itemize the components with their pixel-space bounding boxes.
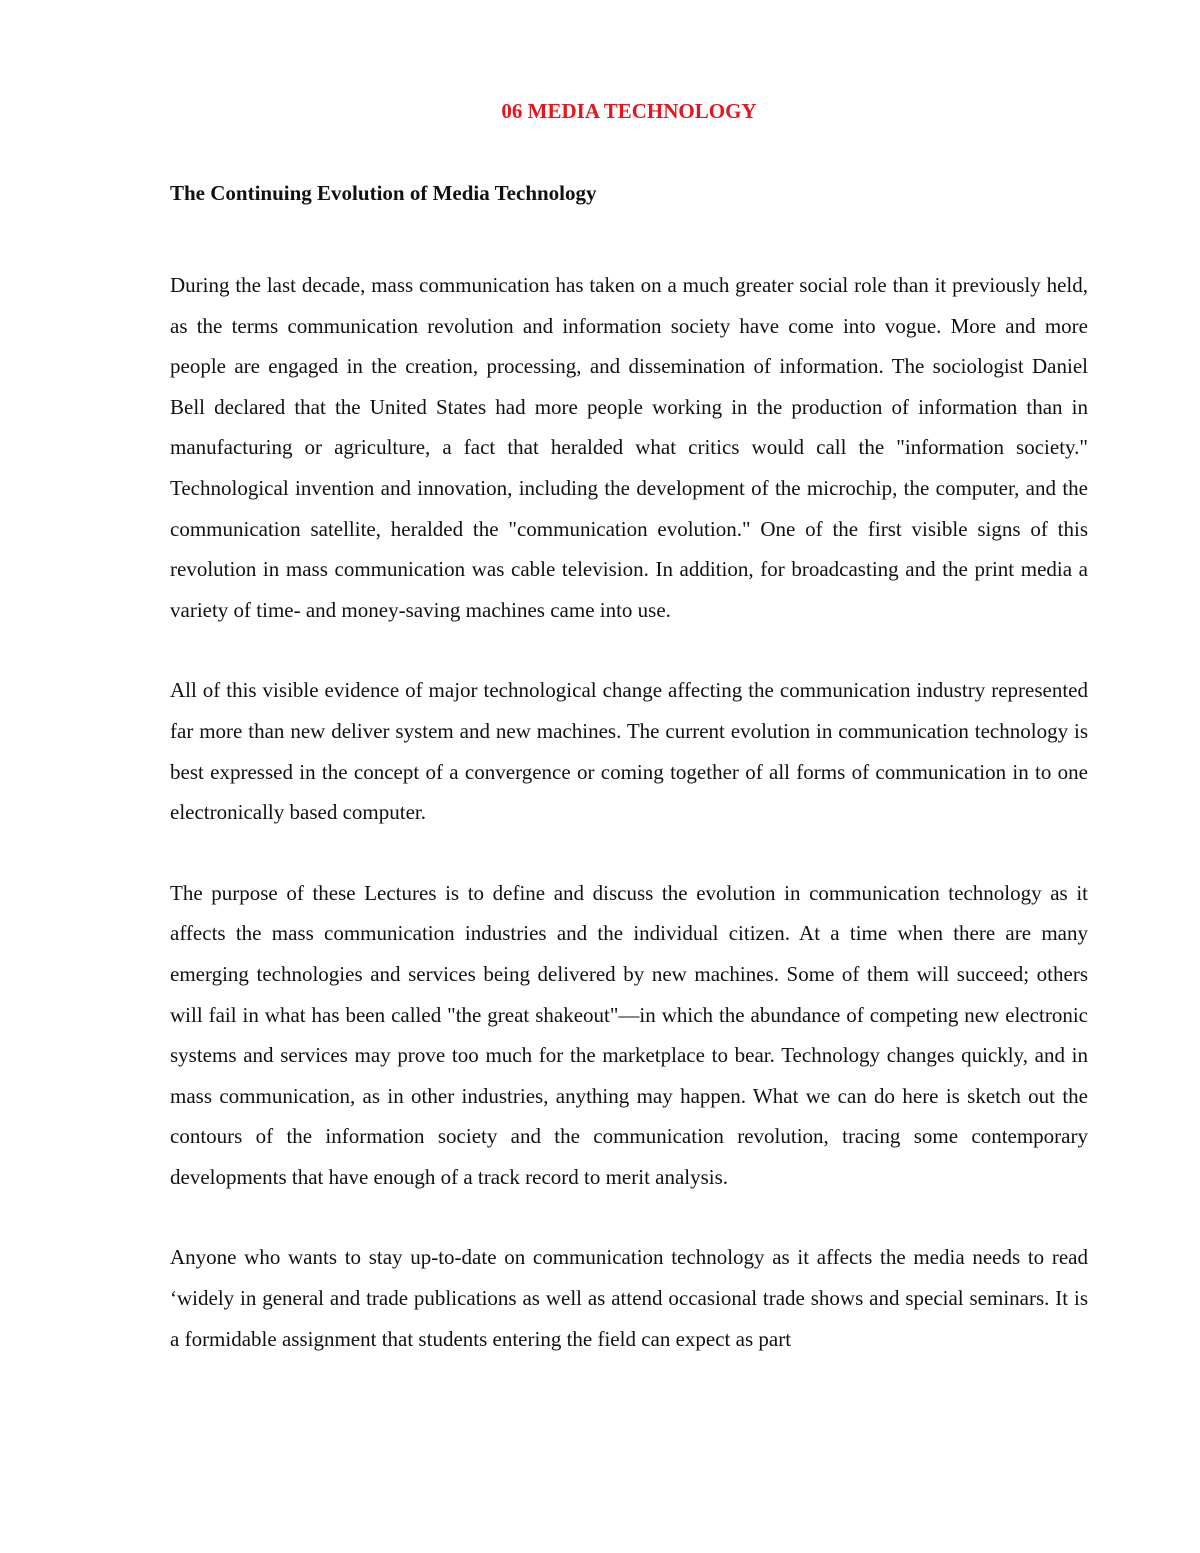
document-body: [170, 96, 1088, 1359]
section-heading: The Continuing Evolution of Media Technology: [170, 181, 597, 205]
paragraph-3: The purpose of these Lectures is to define and discuss the evolution in communication technology as it affects the mass communication industries and the individual citizen. At a time when there are many emerging technologies and services being delivered by new machines. Some of them will succeed; others will fail in what has been called "the great shakeout"—in which the abundance of competing new electronic systems and services may prove too much for the marketplace to bear. Technology changes quickly, and in mass communication, as in other industries, anything may happen. What we can do here is sketch out the contours of the information society and the communication revolution, tracing some contemporary developments that have enough of a track record to merit analysis.: [170, 880, 1088, 1189]
paragraph-4: Anyone who wants to stay up-to-date on communication technology as it affects the media needs to read ‘widely in general and trade publications as well as attend occasional trade shows and special seminars. It is a formidable assignment that students entering the field can expect as part: [170, 1245, 1088, 1351]
document-title: 06 MEDIA TECHNOLOGY: [501, 99, 757, 123]
paragraph-2: All of this visible evidence of major technological change affecting the communication industry represented far more than new deliver system and new machines. The current evolution in communication technology is best expressed in the concept of a convergence or coming together of all forms of communication in to one electronically based computer.: [170, 678, 1088, 825]
paragraph-1: During the last decade, mass communication has taken on a much greater social role than it previously held, as the terms communication revolution and information society have come into vogue. More and more people are engaged in the creation, processing, and dissemination of information. The sociologist Daniel Bell declared that the United States had more people working in the production of information than in manufacturing or agriculture, a fact that heralded what critics would call the "information society." Technological invention and innovation, including the development of the microchip, the computer, and the communication satellite, heralded the "communication evolution." One of the first visible signs of this revolution in mass communication was cable television. In addition, for broadcasting and the print media a variety of time- and money-saving machines came into use.: [170, 273, 1088, 622]
